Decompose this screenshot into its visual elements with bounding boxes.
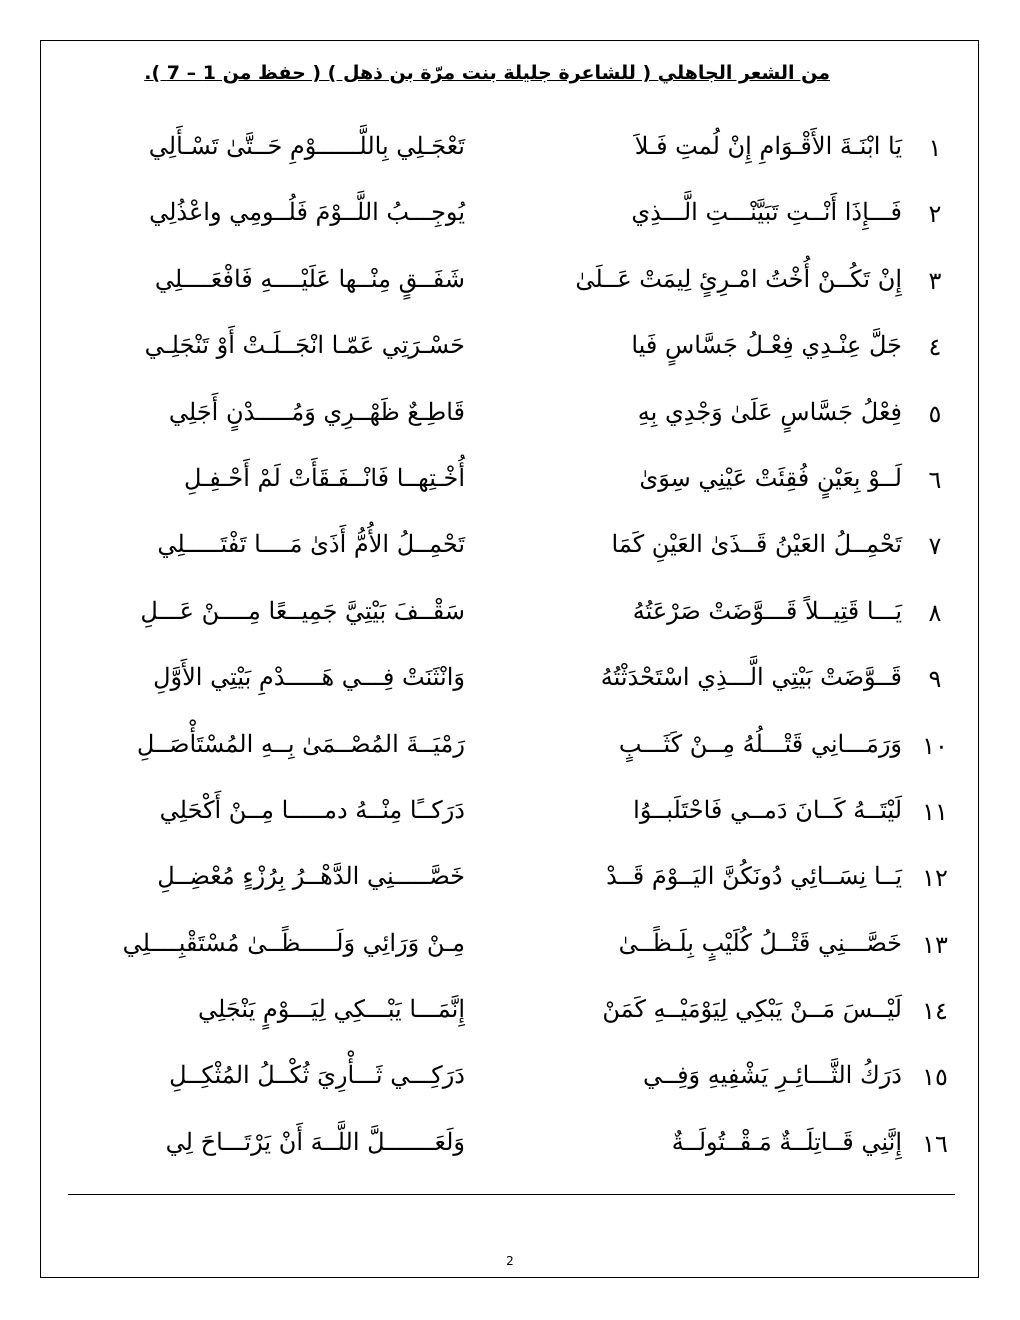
verse-second-hemistich: رَمْيَــةَ المُصْــمَىٰ بِــهِ المُسْتَأْصَــلِ — [136, 729, 465, 758]
verse-number: ٤ — [928, 333, 942, 362]
verse-row — [60, 985, 960, 1051]
verse-row — [60, 1051, 960, 1117]
verse-first-hemistich: لَيْتَــهُ كَــانَ دَمــي فَاحْتَلَبــوُا — [633, 795, 902, 824]
verse-first-hemistich: لَيْــسَ مَــنْ يَبْكِي لِيَوْمَيْــهِ كَمَنْ — [602, 995, 902, 1024]
page-number: 2 — [506, 1254, 514, 1268]
verse-second-hemistich: سَقْــفَ بَيْتِيَّ جَمِيــعًا مِــــنْ عَـــلِ — [140, 596, 465, 625]
verse-first-hemistich: فِعْلُ جَسَّاسٍ عَلَىٰ وَجْدِي بِهِ — [637, 397, 902, 426]
verse-number: ٩ — [928, 665, 942, 694]
verse-first-hemistich: خَصَّـــنِي قَتْــلُ كُلَيْبٍ بِلَـظًــىٰ — [618, 928, 902, 957]
verse-number: ١ — [928, 134, 942, 162]
verse-row — [60, 255, 960, 321]
verse-row — [60, 587, 960, 653]
verse-number: ١٢ — [922, 864, 948, 893]
page-title: من الشعر الجاهلي ( للشاعرة جليلة بنت مرّة بن ذهل ) ( حفظ من 1 – 7 ). — [144, 62, 830, 84]
poem — [60, 122, 960, 1184]
verse-second-hemistich: أُخْـتِهــا فَانْــفَـقَأَتْ لَمْ أَحْـفِـلِ — [183, 463, 465, 492]
verse-row — [60, 852, 960, 918]
verse-row — [60, 122, 960, 188]
verse-row — [60, 1118, 960, 1184]
verse-first-hemistich: دَرَكُ الثَّـــائِـرِ يَشْفِيهِ وَفِــي — [643, 1061, 902, 1090]
verse-first-hemistich: وَرَمَـــانِي قَتْـــلُهُ مِــنْ كَثَـــبٍ — [618, 729, 902, 758]
verse-first-hemistich: لَــوْ بِعَيْنٍ فُقِئَتْ عَيْنِي سِوَىٰ — [639, 463, 902, 492]
verse-second-hemistich: تَحْمِــلُ الأُمُّ أَذَىٰ مَــــا تَفْتَـــــلِي — [157, 530, 465, 559]
verse-row — [60, 388, 960, 454]
verse-row — [60, 720, 960, 786]
verse-number: ١٠ — [922, 731, 948, 760]
verse-first-hemistich: تَحْمِــلُ العَيْنُ قَــذَىٰ العَيْنِ كَمَا — [611, 530, 902, 559]
verse-second-hemistich: وَانْثَنَتْ فِـــي هَـــــدْمِ بَيْتِي الأَوَّلِ — [153, 663, 465, 692]
verse-first-hemistich: إِنَّنِي قَــاتِلَــةٌ مَـقْــتُولَــةٌ — [671, 1127, 902, 1156]
verse-second-hemistich: قَاطِـعٌ ظَهْــرِي وَمُـــــدْنٍ أَجَلِي — [168, 397, 465, 426]
verse-first-hemistich: فَـــإِذَا أَنْــتِ تَبَيَّنْـــتِ الَّـــذِي — [631, 198, 902, 227]
verse-second-hemistich: مِـنْ وَرَائِي وَلَـــــظًــىٰ مُسْتَقْبِــــلِي — [122, 928, 465, 957]
verse-first-hemistich: إِنْ تَكُــنْ أُخْتُ امْـرِئٍ لِيمَتْ عَــلَىٰ — [575, 264, 902, 293]
verse-first-hemistich: يَا ابْنَـةَ الأَقْـوَامِ إِنْ لُمتِ فَـلاَ — [634, 132, 902, 160]
verse-second-hemistich: خَصَّـــــنِي الدَّهْــرُ بِرُزْءٍ مُعْضِــلِ — [157, 862, 465, 891]
verse-first-hemistich: يَــا نِسَــائِي دُونَكُنَّ اليَــوْمَ قَــدْ — [606, 862, 902, 891]
verse-number: ١٣ — [922, 930, 948, 959]
verse-row — [60, 454, 960, 520]
verse-row — [60, 786, 960, 852]
verse-number: ٧ — [928, 532, 942, 561]
footer-divider — [68, 1194, 955, 1195]
verse-second-hemistich: دَرَكــًا مِنْــهُ دمـــــا مِــنْ أَكْحَلِي — [159, 795, 465, 824]
verse-number: ١٤ — [922, 997, 948, 1026]
verse-second-hemistich: شَفَــقٍ مِنْــها عَلَيْــــهِ فَافْعَــــلِي — [154, 264, 465, 293]
verse-first-hemistich: يَـــا قَتِيــلاً قَـــوَّضَتْ صَرْعَتُهُ — [632, 596, 902, 625]
verse-second-hemistich: حَسْـرَتِي عَمّـا انْجَــلَـتْ أَوْ تَنْجَلِـي — [144, 331, 465, 360]
verse-row — [60, 188, 960, 254]
verse-second-hemistich: وَلَعَـــــــلَّ اللَّــهَ أَنْ يَرْتَـــاحَ لِي — [165, 1127, 465, 1156]
verse-number: ١٥ — [922, 1063, 948, 1092]
verse-number: ٣ — [928, 266, 942, 295]
verse-second-hemistich: يُوجِـــبُ اللَّــوْمَ فَلُــومِي واعْذُلِي — [149, 198, 465, 227]
verse-first-hemistich: قَــوَّضَتْ بَيْتِي الَّـــذِي اسْتَحْدَثْتُهُ — [600, 663, 902, 692]
verse-number: ١١ — [922, 797, 948, 826]
verse-row — [60, 653, 960, 719]
verse-row — [60, 321, 960, 387]
verse-row — [60, 919, 960, 985]
verse-second-hemistich: دَرَكِـــي ثَـــأْرِيَ ثُكْــلُ المُثْكِــلِ — [169, 1061, 465, 1090]
verse-number: ٥ — [928, 399, 942, 428]
verse-number: ١٦ — [922, 1129, 948, 1158]
verse-number: ٨ — [928, 598, 942, 627]
verse-number: ٢ — [928, 200, 942, 229]
verse-second-hemistich: إِنَّمَـــا يَبْـــكِي لِيَـــوْمٍ يَنْجَلِي — [197, 995, 465, 1024]
verse-second-hemistich: تَعْجَـلِي بِاللَّــــــوْمِ حَــتَّىٰ تَسْـأَلِي — [148, 132, 465, 160]
verse-number: ٦ — [928, 465, 942, 494]
verse-first-hemistich: جَلَّ عِنْـدِي فِعْـلُ جَسَّاسٍ فَيا — [631, 331, 902, 360]
verse-row — [60, 520, 960, 586]
